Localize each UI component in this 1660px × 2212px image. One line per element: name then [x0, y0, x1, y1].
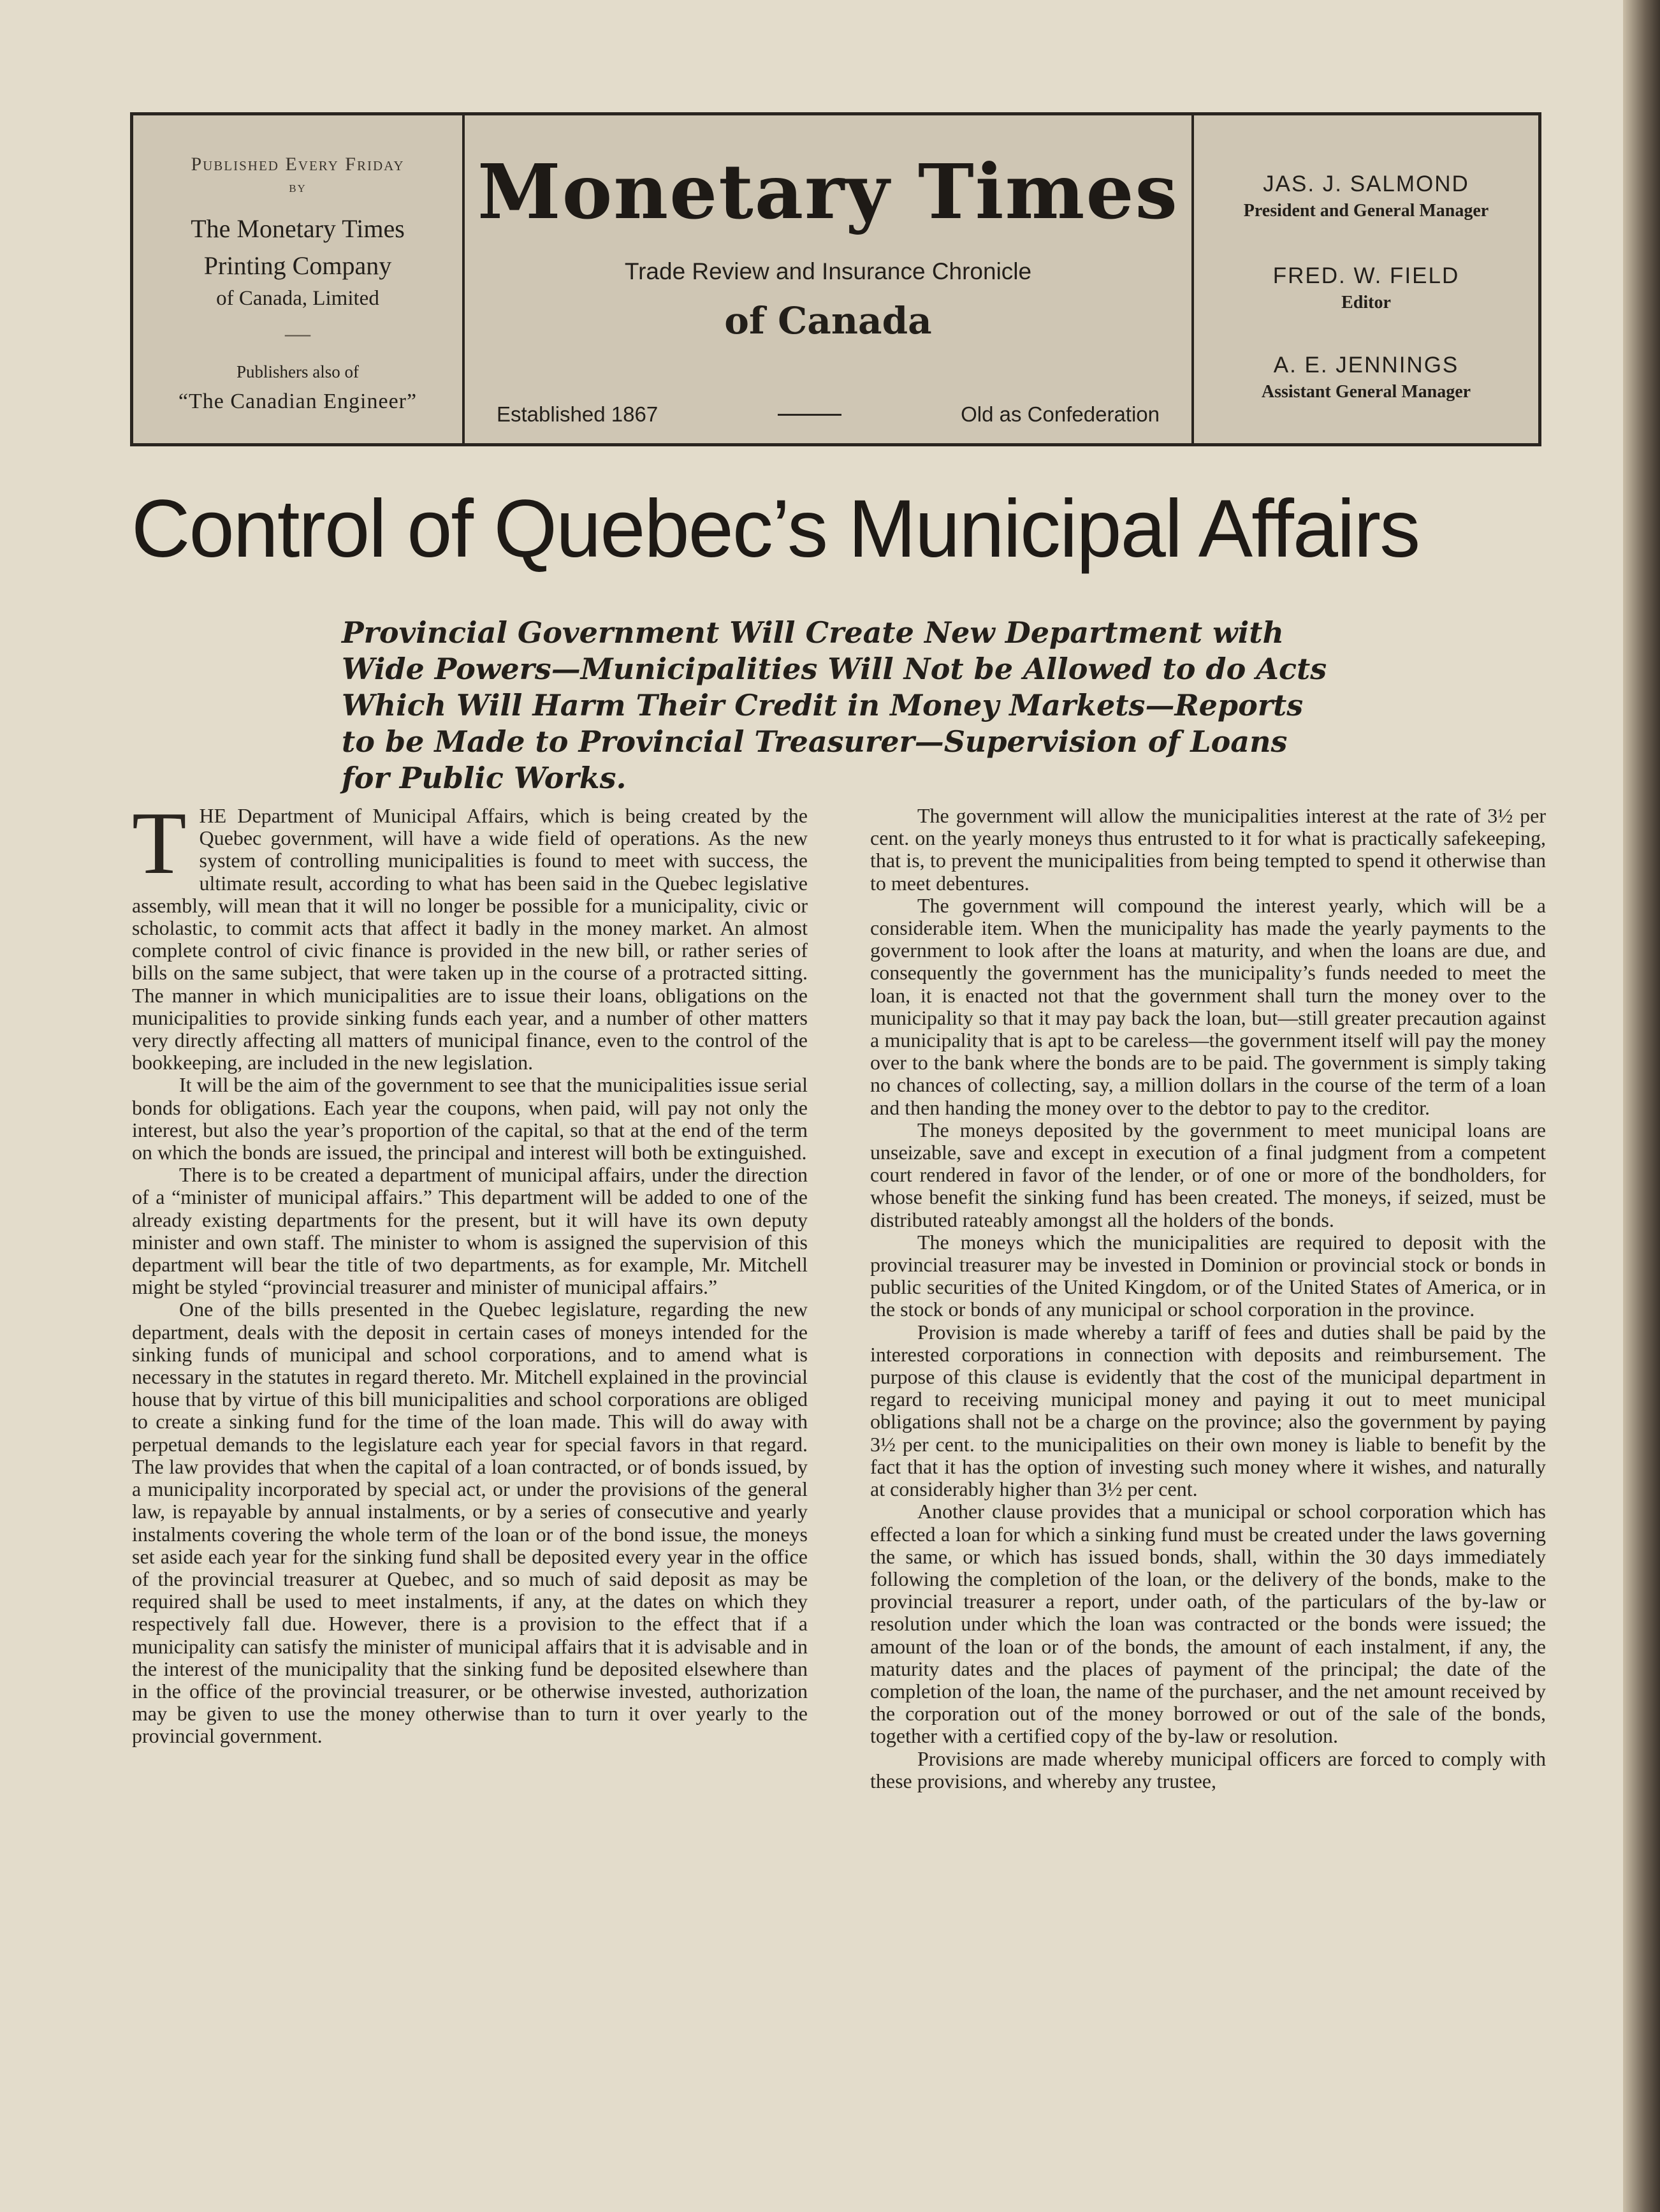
staff-role-1: President and General Manager [1243, 201, 1489, 221]
publishers-also-label: Publishers also of [237, 362, 359, 381]
masthead [130, 112, 1541, 446]
masthead-left-divider: — [285, 319, 310, 348]
company-line-1: The Monetary Times [191, 214, 405, 243]
paragraph: Provisions are made whereby municipal officers are forced to comply with these provisions, and whereby any trustee, [870, 1747, 1546, 1792]
paragraph: The moneys deposited by the government to meet municipal loans are unseizable, save and except in execution of a final judgment from a competent court rendered in favor of the lender, or of one or more of the bondholders, for whose benefit the sinking fund has been created. The moneys, if seized, must be distributed rateably amongst all the holders of the bonds. [870, 1118, 1546, 1231]
paragraph: The moneys which the municipalities are required to deposit with the provincial treasurer may be invested in Dominion or provincial stock or bonds in public securities of the United Kingdom, or of the United States of America, or in the stock or bonds of any municipal or school corporation in the province. [870, 1230, 1546, 1321]
paragraph: One of the bills presented in the Quebec legislature, regarding the new department, deals with the deposit in certain cases of moneys intended for the sinking funds of municipal and school corporations, and to amend what is necessary in the statutes in regard thereto. Mr. Mitchell explained in the provincial house that by virtue of this bill municipalities and school corporations are obliged to create a sinking fund for the time of the loan made. This will do away with perpetual demands to the legislature each year for special favors in that regard. The law provides that when the capital of a loan contracted, or of bonds issued, by a municipality incorporated by special act, or under the provisions of the general law, is repayable by annual instalments, or by a series of consecutive and yearly instalments covering the whole term of the loan or of the bond issue, the moneys set aside each year for the sinking fund shall be deposited every year in the office of the provincial treasurer at Quebec, and so much of said deposit as may be required shall be used to meet instalments, if any, at the dates on which they respectively fall due. However, there is a provision to the effect that if a municipality can satisfy the minister of municipal affairs that it is advisable and in the interest of the municipality that the sinking fund be deposited elsewhere than in the office of the provincial treasurer, or be otherwise invested, authorization may be given to use the money otherwise than to turn it over yearly to the provincial government. [132, 1298, 808, 1748]
staff-name-1: JAS. J. SALMOND [1263, 172, 1469, 196]
paragraph [132, 794, 808, 1074]
staff-name-2: FRED. W. FIELD [1272, 263, 1460, 288]
paragraph-text: HE Department of Municipal Affairs, which is being created by the Quebec government, will have a wide field of operations. As the new system of controlling municipalities is found to meet with success, the ultimate result, according to what has been said in the Quebec legislative assembly, will mean that it will no longer be possible for a municipality, civic or scholastic, to commit acts that affect it badly in the money market. An almost complete control of civic finance is provided in the new bill, or rather series of bills on the same subject, that were taken up in the course of a protracted sitting. The manner in which municipalities are to issue their loans, obligations on the municipalities to provide sinking funds each year, and a number of other matters very directly affecting all matters of municipal finance, even to the control of the bookkeeping, are included in the new legislation. [132, 804, 808, 1074]
paragraph: There is to be created a department of municipal affairs, under the direction of a “minister of municipal affairs.” This department will be added to one of the already existing departments for the present, but it will have its own deputy minister and own staff. The minister to whom is assigned the supervision of this department will bear the title of two departments, as for example, Mr. Mitchell might be styled “provincial treasurer and minister of municipal affairs.” [132, 1163, 808, 1299]
paragraph: Another clause provides that a municipal or school corporation which has effected a loan for which a sinking fund must be created under the laws governing the same, or which has issued bonds, shall, within the 30 days immediately following the completion of the loan, or the delivery of the bonds, make to the provincial treasurer a report, under oath, of the particulars of the by-law or resolution under which the loan was contracted or the bonds were issued; the amount of the loan or of the bonds, the amount of each instalment, if any, the maturity dates and the places of payment of the principal; the date of the completion of the loan, the name of the purchaser, and the net amount received by the corporation out of the money borrowed or out of the sale of the bonds, together with a certified copy of the by-law or resolution. [870, 1500, 1546, 1748]
masthead-footer [465, 402, 1191, 427]
article-deck: Provincial Government Will Create New Department with Wide Powers—Municipalities Will Not be Allowed to do Acts Which Will Harm Their Credit in Money Markets—Reports to be Made to Provincial Treasurer—Supervision of Loans for Public Works. [342, 615, 1327, 795]
canadian-engineer-title: “The Canadian Engineer” [178, 390, 418, 413]
paragraph: The government will compound the interest yearly, which will be a considerable item. When the municipality has made the yearly payments to the government to look after the loans at maturity, and when the loans are due, and consequently the government has the municipality’s funds needed to meet the loan, it is enacted not that the government shall turn the money over to the municipality so that it may pay back the loan, but—still greater precaution against a municipality that is apt to be careless—the government itself will pay the money over to the bank where the bonds are to be paid. The government is simply taking no chances of collecting, say, a million dollars in the course of the term of a loan and then handing the money over to the debtor to pay to the creditor. [870, 893, 1546, 1119]
paragraph: The government will allow the municipalities interest at the rate of 3½ per cent. on the yearly moneys thus entrusted to it for what is practically safekeeping, that is, to prevent the municipalities from being tempted to spend it otherwise than to meet debentures. [870, 804, 1546, 895]
masthead-title-panel [465, 115, 1194, 443]
published-every-friday: Published Every Friday [191, 154, 405, 175]
company-line-2: Printing Company [203, 251, 392, 280]
newspaper-title: Monetary Times [477, 147, 1179, 236]
masthead-staff-panel [1194, 115, 1538, 443]
by-label: by [289, 179, 307, 196]
article-column-left [132, 794, 808, 1748]
footer-dash [778, 414, 841, 427]
masthead-publisher-panel [133, 115, 465, 443]
newspaper-subtitle-canada: of Canada [724, 299, 932, 342]
established-label: Established 1867 [497, 402, 659, 426]
staff-role-2: Editor [1341, 293, 1391, 312]
motto-label: Old as Confederation [961, 402, 1160, 426]
article-column-right [870, 805, 1546, 1792]
newspaper-subtitle: Trade Review and Insurance Chronicle [624, 258, 1032, 284]
drop-cap: T [132, 794, 187, 893]
article-headline: Control of Quebec’s Municipal Affairs [131, 483, 1420, 575]
paragraph: It will be the aim of the government to see that the municipalities issue serial bonds for obligations. Each year the coupons, when paid, will pay not only the interest, but also the year’s proportion of the capital, so that at the end of the term on which the bonds are issued, the principal and interest will both be extinguished. [132, 1073, 808, 1164]
staff-name-3: A. E. JENNINGS [1273, 353, 1459, 377]
page-edge-shadow [1623, 0, 1660, 2212]
staff-role-3: Assistant General Manager [1261, 382, 1471, 402]
paragraph: Provision is made whereby a tariff of fees and duties shall be paid by the interested corporations in connection with deposits and reimbursement. The purpose of this clause is evidently that the cost of the municipal department in regard to receiving municipal money and paying it out to meet municipal obligations shall not be a charge on the province; also the government by paying 3½ per cent. to the municipalities on their own money is liable to benefit by the fact that it has the option of investing such money where it wishes, and naturally at considerably higher than 3½ per cent. [870, 1320, 1546, 1501]
company-line-3: of Canada, Limited [216, 287, 379, 310]
